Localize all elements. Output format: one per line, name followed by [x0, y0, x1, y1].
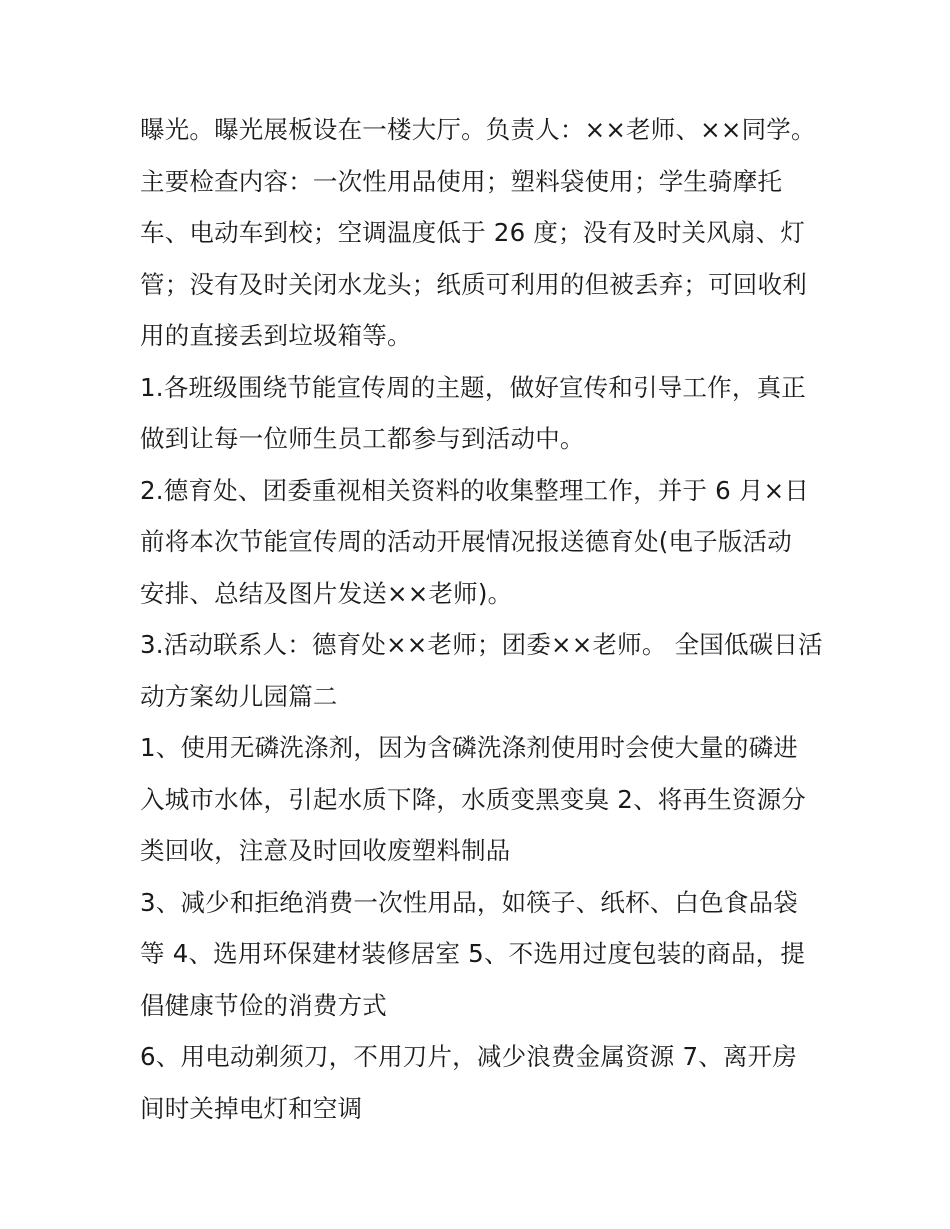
text-line: 1、使用无磷洗涤剂，因为含磷洗涤剂使用时会使大量的磷进 — [140, 733, 798, 762]
text-line: 车、电动车到校；空调温度低于 26 度；没有及时关风扇、灯 — [140, 218, 806, 247]
text-line: 前将本次节能宣传周的活动开展情况报送德育处(电子版活动 — [140, 527, 792, 556]
text-line: 曝光。曝光展板设在一楼大厅。负责人：××老师、××同学。 — [140, 115, 816, 144]
text-line: 安排、总结及图片发送××老师)。 — [140, 578, 513, 608]
text-line: 1.各班级围绕节能宣传周的主题，做好宣传和引导工作，真正 — [140, 372, 806, 402]
text-line: 6、用电动剃须刀，不用刀片，减少浪费金属资源 7、离开房 — [140, 1042, 798, 1071]
text-line: 管；没有及时关闭水龙头；纸质可利用的但被丢弃；可回收利 — [140, 269, 807, 299]
text-line: 入城市水体，引起水质下降，水质变黑变臭 2、将再生资源分 — [140, 784, 806, 814]
text-line: 用的直接丢到垃圾箱等。 — [140, 321, 412, 350]
text-line: 做到让每一位师生员工都参与到活动中。 — [140, 424, 585, 453]
text-line: 3、减少和拒绝消费一次性用品，如筷子、纸杯、白色食品袋 — [140, 887, 798, 917]
text-line: 倡健康节俭的消费方式 — [140, 990, 387, 1020]
text-line: 类回收，注意及时回收废塑料制品 — [140, 836, 511, 865]
text-line: 主要检查内容：一次性用品使用；塑料袋使用；学生骑摩托 — [140, 166, 783, 196]
text-line: 动方案幼儿园篇二 — [140, 681, 338, 711]
text-line: 3.活动联系人：德育处××老师；团委××老师。 全国低碳日活 — [140, 630, 823, 659]
text-line: 等 4、选用环保建材装修居室 5、不选用过度包装的商品，提 — [140, 939, 806, 968]
text-line: 间时关掉电灯和空调 — [140, 1093, 363, 1123]
body-text — [140, 104, 830, 1134]
text-line: 2.德育处、团委重视相关资料的收集整理工作，并于 6 月×日 — [140, 475, 810, 505]
